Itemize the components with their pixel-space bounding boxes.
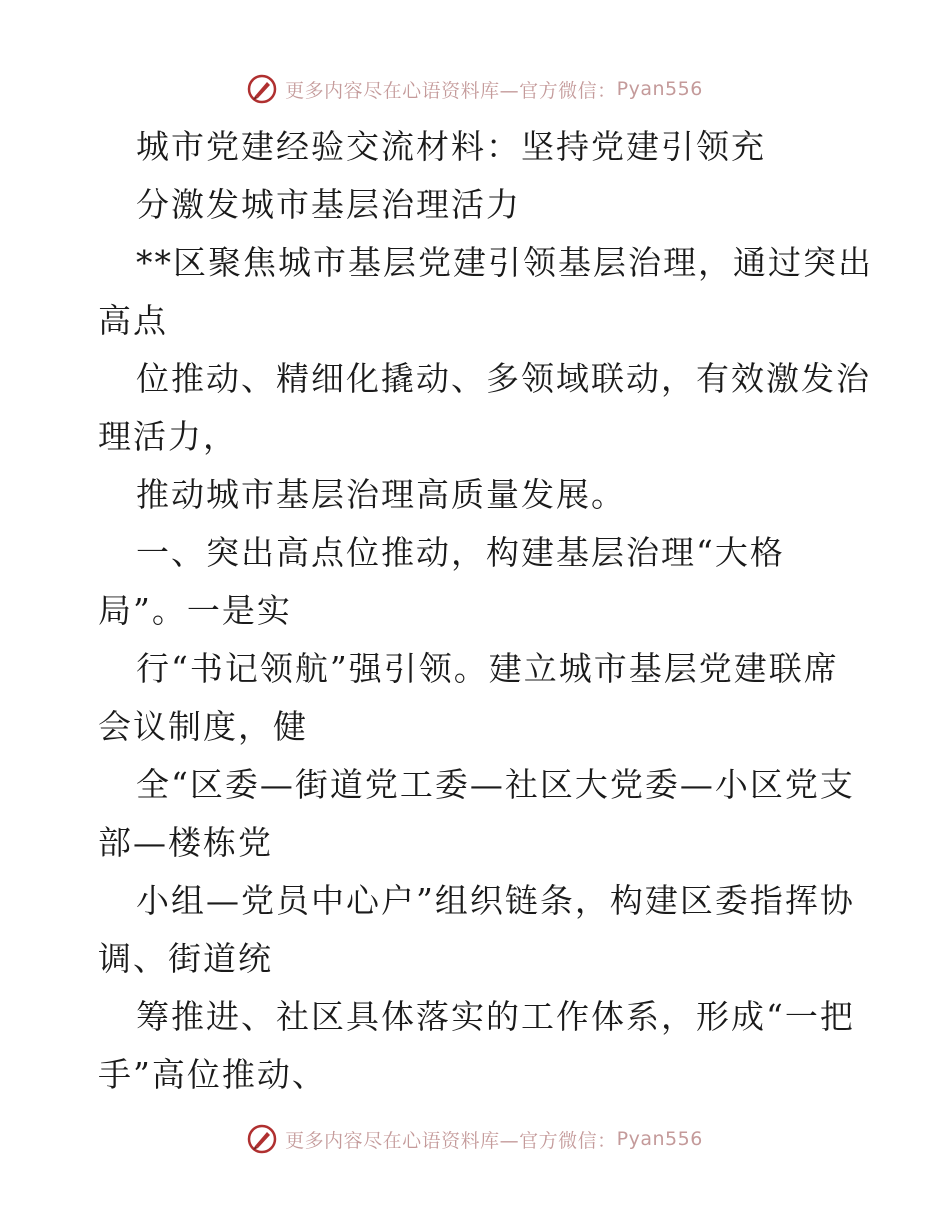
paragraph-line: 分激发城市基层治理活力 <box>136 185 521 224</box>
paragraph-line: 一、突出高点位推动，构建基层治理“大格 <box>136 533 785 572</box>
pen-logo-icon <box>247 1124 277 1154</box>
paragraph-line: 会议制度，健 <box>98 707 308 746</box>
document-body <box>98 118 873 1104</box>
paragraph-line: 小组—党员中心户”组织链条，构建区委指挥协 <box>136 881 855 920</box>
paragraph-line: 理活力， <box>98 417 238 456</box>
paragraph-line: 城市党建经验交流材料：坚持党建引领充 <box>136 127 766 166</box>
paragraph-line: 局”。一是实 <box>98 591 292 630</box>
pen-logo-icon <box>247 74 277 104</box>
paragraph-line: 推动城市基层治理高质量发展。 <box>136 475 626 514</box>
paragraph-line: 全“区委—街道党工委—社区大党委—小区党支 <box>136 765 855 804</box>
watermark-wechat-id: Pyan556 <box>616 78 703 100</box>
paragraph-line: 高点 <box>98 301 168 340</box>
watermark-footer <box>0 1124 950 1154</box>
watermark-wechat-id: Pyan556 <box>616 1128 703 1150</box>
paragraph-line: 调、街道统 <box>98 939 273 978</box>
paragraph-line: 位推动、精细化撬动、多领域联动，有效激发治 <box>136 359 871 398</box>
paragraph-line: **区聚焦城市基层党建引领基层治理，通过突出 <box>136 243 873 282</box>
paragraph-line: 部—楼栋党 <box>98 823 273 862</box>
watermark-header <box>0 74 950 104</box>
watermark-text: 更多内容尽在心语资料库—官方微信： <box>285 79 617 102</box>
paragraph-line: 手”高位推动、 <box>98 1055 327 1094</box>
paragraph-line: 行“书记领航”强引领。建立城市基层党建联席 <box>136 649 839 688</box>
watermark-text: 更多内容尽在心语资料库—官方微信： <box>285 1129 617 1152</box>
paragraph-line: 筹推进、社区具体落实的工作体系，形成“一把 <box>136 997 855 1036</box>
